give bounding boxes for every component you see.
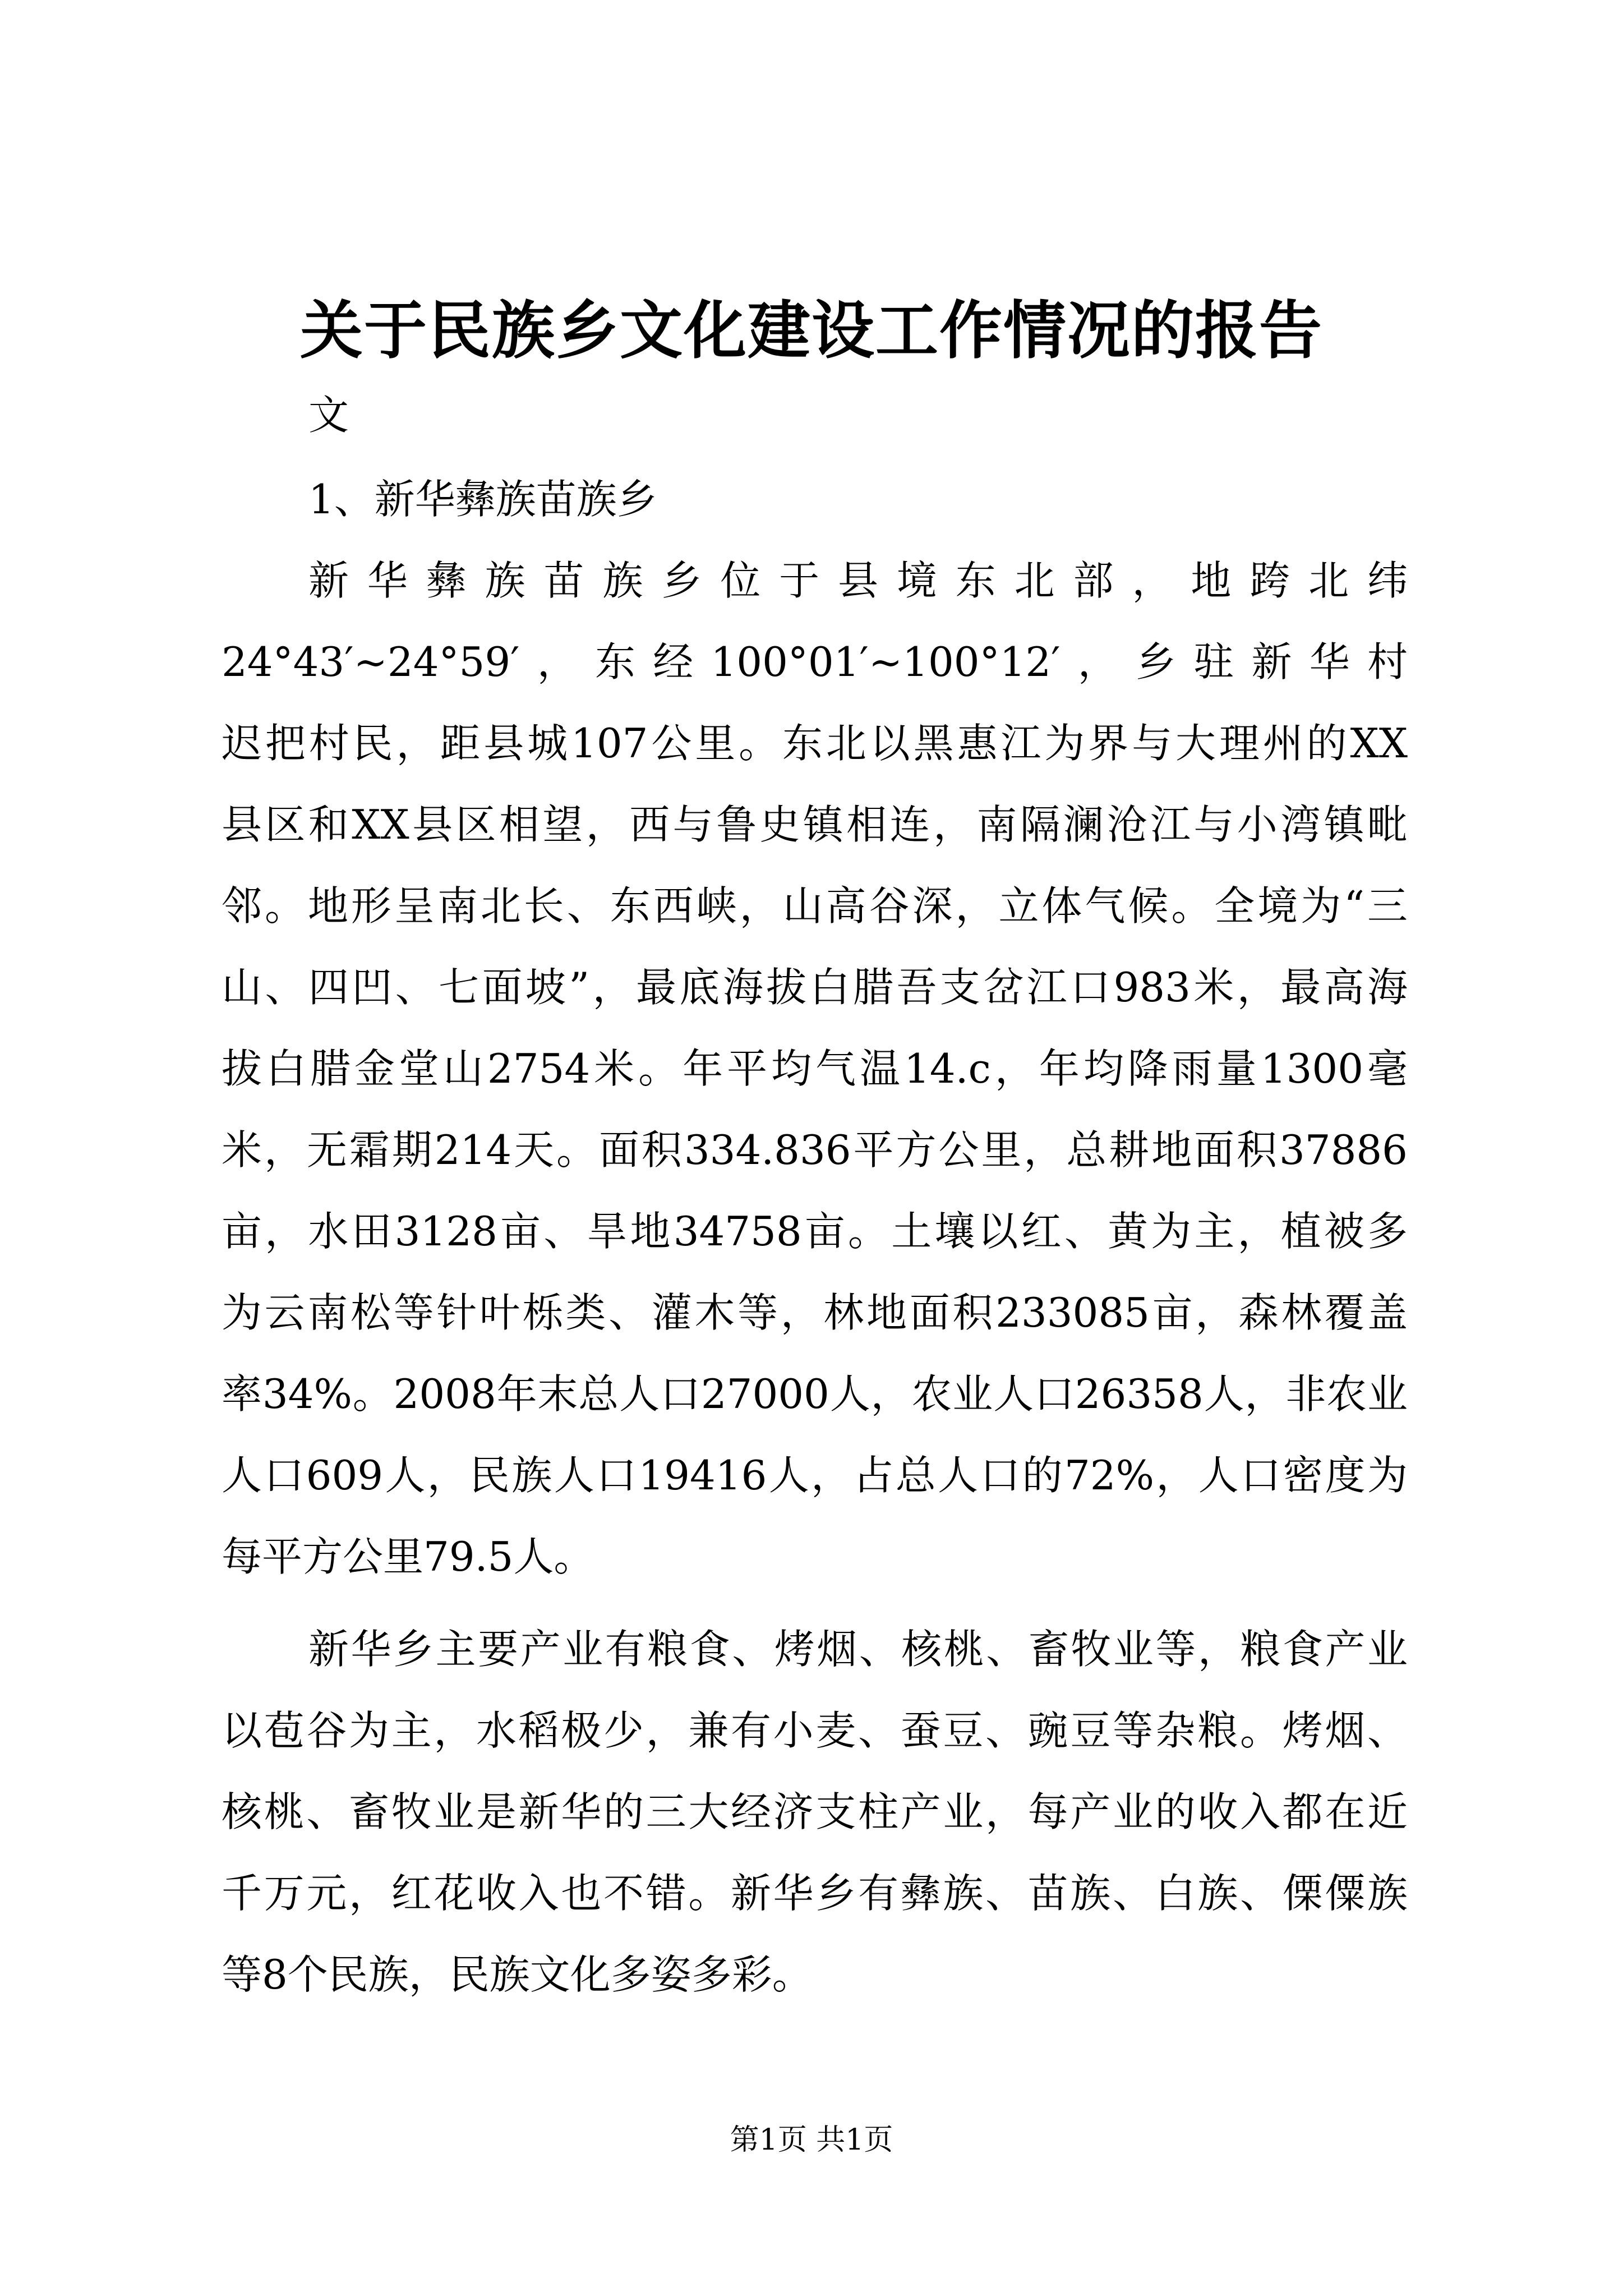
paragraph1-line: 亩，水田3128亩、旱地34758亩。土壤以红、黄为主，植被多 — [222, 1208, 1408, 1255]
paragraph2-line: 以苞谷为主，水稻极少，兼有小麦、蚕豆、豌豆等杂粮。烤烟、 — [222, 1707, 1408, 1754]
paragraph1-line: 率34%。2008年末总人口27000人，农业人口26358人，非农业 — [222, 1370, 1408, 1418]
page-footer: 第1页 共1页 — [730, 2123, 893, 2157]
label-wen: 文 — [308, 392, 349, 439]
paragraph1-line: 新华彝族苗族乡位于县境东北部，地跨北纬 — [308, 557, 1408, 604]
section-heading: 1、新华彝族苗族乡 — [308, 476, 657, 523]
paragraph1-line: 每平方公里79.5人。 — [222, 1533, 594, 1580]
paragraph1-line: 山、四凹、七面坡”，最底海拔白腊吾支岔江口983米，最高海 — [222, 964, 1408, 1011]
paragraph1-line: 人口609人，民族人口19416人，占总人口的72%，人口密度为 — [222, 1452, 1408, 1499]
paragraph1-line: 迟把村民，距县城107公里。东北以黑惠江为界与大理州的XX — [222, 720, 1408, 767]
paragraph2-line: 核桃、畜牧业是新华的三大经济支柱产业，每产业的收入都在近 — [222, 1788, 1408, 1835]
paragraph1-line: 邻。地形呈南北长、东西峡，山高谷深，立体气候。全境为“三 — [222, 882, 1408, 930]
paragraph2-line: 千万元，红花收入也不错。新华乡有彝族、苗族、白族、傈僳族 — [222, 1870, 1408, 1917]
paragraph2-line: 等8个民族，民族文化多姿多彩。 — [222, 1951, 813, 1998]
paragraph1-line: 县区和XX县区相望，西与鲁史镇相连，南隔澜沧江与小湾镇毗 — [222, 801, 1408, 848]
paragraph1-line: 24°43′~24°59′，东经100°01′~100°12′，乡驻新华村 — [222, 638, 1408, 685]
document-title: 关于民族乡文化建设工作情况的报告 — [300, 294, 1323, 367]
paragraph1-line: 米，无霜期214天。面积334.836平方公里，总耕地面积37886 — [222, 1126, 1408, 1174]
paragraph1-line: 拔白腊金堂山2754米。年平均气温14.c，年均降雨量1300毫 — [222, 1045, 1408, 1092]
paragraph2-line: 新华乡主要产业有粮食、烤烟、核桃、畜牧业等，粮食产业 — [308, 1626, 1408, 1673]
paragraph1-line: 为云南松等针叶栎类、灌木等，林地面积233085亩，森林覆盖 — [222, 1289, 1408, 1336]
